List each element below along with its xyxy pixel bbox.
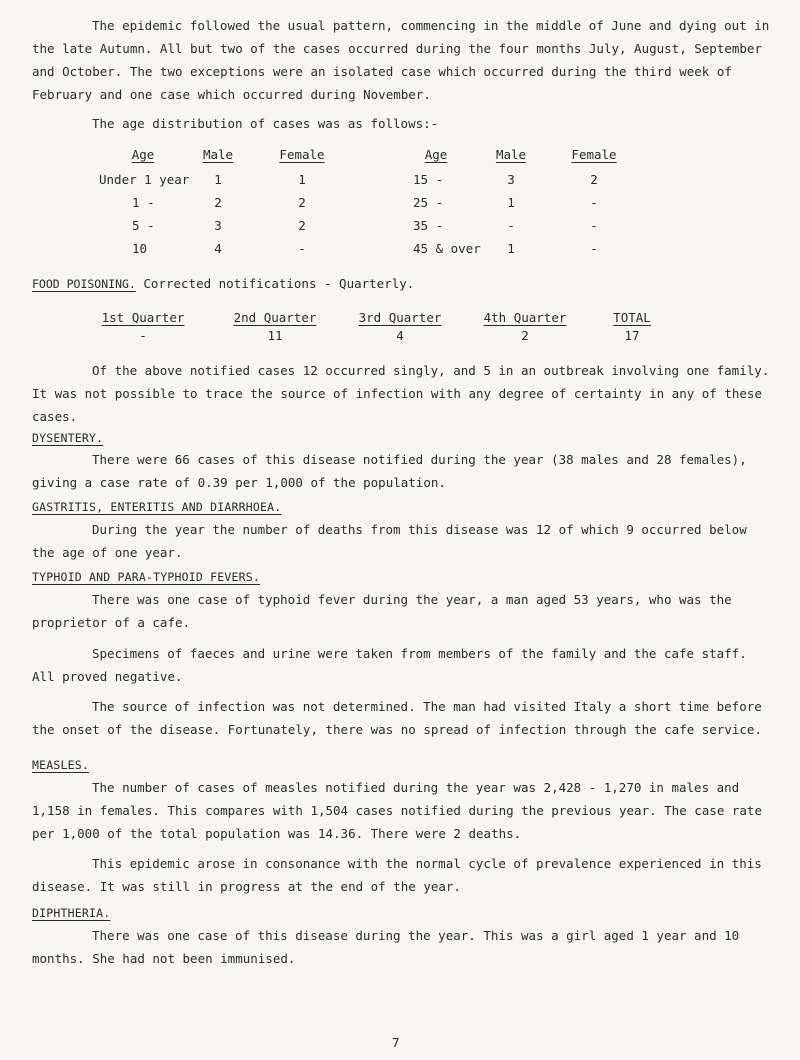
- food-poisoning-heading: FOOD POISONING.: [32, 277, 136, 291]
- age-cell: 1 -: [132, 195, 155, 210]
- food-poisoning-line: [32, 276, 414, 291]
- male-header-1: Male: [202, 147, 234, 162]
- female-cell: 2: [298, 195, 306, 210]
- quarter-header: 1st Quarter: [101, 310, 185, 325]
- age-cell: 5 -: [132, 218, 155, 233]
- female-header-2: Female: [571, 147, 617, 162]
- intro-paragraph: The epidemic followed the usual pattern, commencing in the middle of June and dying out in the late Autumn. All but two of the cases occurred during the four months July, August, September and October. The two exceptions were an isolated case which occurred during the third week of February and one case which occurred during November.: [32, 18, 770, 102]
- typhoid-paragraph-2: Specimens of faeces and urine were taken from members of the family and the cafe staff. All proved negative.: [32, 646, 747, 684]
- measles-paragraph-2: This epidemic arose in consonance with the normal cycle of prevalence experienced in this disease. It was still in progress at the end of the year.: [32, 856, 762, 894]
- age-cell: 25 -: [413, 195, 444, 210]
- age-intro: The age distribution of cases was as follows:-: [92, 116, 439, 131]
- typhoid-heading: TYPHOID AND PARA-TYPHOID FEVERS.: [32, 570, 260, 584]
- typhoid-paragraph-3: The source of infection was not determined. The man had visited Italy a short time before the onset of the disease. Fortunately, there was no spread of infection through the cafe service.: [32, 699, 762, 737]
- age-cell: Under 1 year: [99, 172, 190, 187]
- female-cell: 2: [590, 172, 598, 187]
- measles-paragraph-1: The number of cases of measles notified during the year was 2,428 - 1,270 in males and 1,158 in females. This compares with 1,504 cases notified during the previous year. The case rate per 1,000 of the total population was 14.36. There were 2 deaths.: [32, 780, 762, 841]
- quarter-value: -: [139, 328, 147, 343]
- total-header: TOTAL: [613, 310, 651, 325]
- female-cell: -: [590, 218, 598, 233]
- food-poisoning-text: Of the above notified cases 12 occurred singly, and 5 in an outbreak involving one family. It was not possible to trace the source of infection with any degree of certainty in any of these cases.: [32, 363, 770, 424]
- male-cell: 2: [214, 195, 222, 210]
- dysentery-heading: DYSENTERY.: [32, 431, 104, 445]
- page-number: 7: [392, 1035, 400, 1050]
- dysentery-text: There were 66 cases of this disease notified during the year (38 males and 28 females), giving a case rate of 0.39 per 1,000 of the population.: [32, 452, 747, 490]
- age-header-1: Age: [131, 147, 155, 162]
- diphtheria-text: There was one case of this disease during the year. This was a girl aged 1 year and 10 months. She had not been immunised.: [32, 928, 740, 966]
- female-header-1: Female: [279, 147, 325, 162]
- quarter-value: 2: [521, 328, 529, 343]
- female-cell: -: [298, 241, 306, 256]
- quarter-header: 2nd Quarter: [233, 310, 317, 325]
- quarter-header: 4th Quarter: [483, 310, 567, 325]
- diphtheria-heading: DIPHTHERIA.: [32, 906, 111, 920]
- gastritis-heading: GASTRITIS, ENTERITIS AND DIARRHOEA.: [32, 500, 282, 514]
- age-cell: 15 -: [413, 172, 444, 187]
- male-cell: -: [507, 218, 515, 233]
- age-cell: 10: [132, 241, 148, 256]
- male-cell: 1: [507, 241, 515, 256]
- male-cell: 4: [214, 241, 222, 256]
- measles-heading: MEASLES.: [32, 758, 89, 772]
- female-cell: -: [590, 241, 598, 256]
- typhoid-paragraph-1: There was one case of typhoid fever during the year, a man aged 53 years, who was the proprietor of a cafe.: [32, 592, 732, 630]
- male-cell: 1: [214, 172, 222, 187]
- gastritis-text: During the year the number of deaths from this disease was 12 of which 9 occurred below the age of one year.: [32, 522, 747, 560]
- quarter-value: 11: [267, 328, 283, 343]
- male-cell: 3: [214, 218, 222, 233]
- female-cell: -: [590, 195, 598, 210]
- female-cell: 1: [298, 172, 306, 187]
- food-poisoning-subtitle: Corrected notifications - Quarterly.: [143, 276, 415, 291]
- male-cell: 1: [507, 195, 515, 210]
- male-cell: 3: [507, 172, 515, 187]
- age-cell: 35 -: [413, 218, 444, 233]
- quarter-header: 3rd Quarter: [358, 310, 442, 325]
- female-cell: 2: [298, 218, 306, 233]
- total-value: 17: [624, 328, 640, 343]
- age-header-2: Age: [424, 147, 448, 162]
- age-cell: 45 & over: [413, 241, 481, 256]
- quarter-value: 4: [396, 328, 404, 343]
- male-header-2: Male: [495, 147, 527, 162]
